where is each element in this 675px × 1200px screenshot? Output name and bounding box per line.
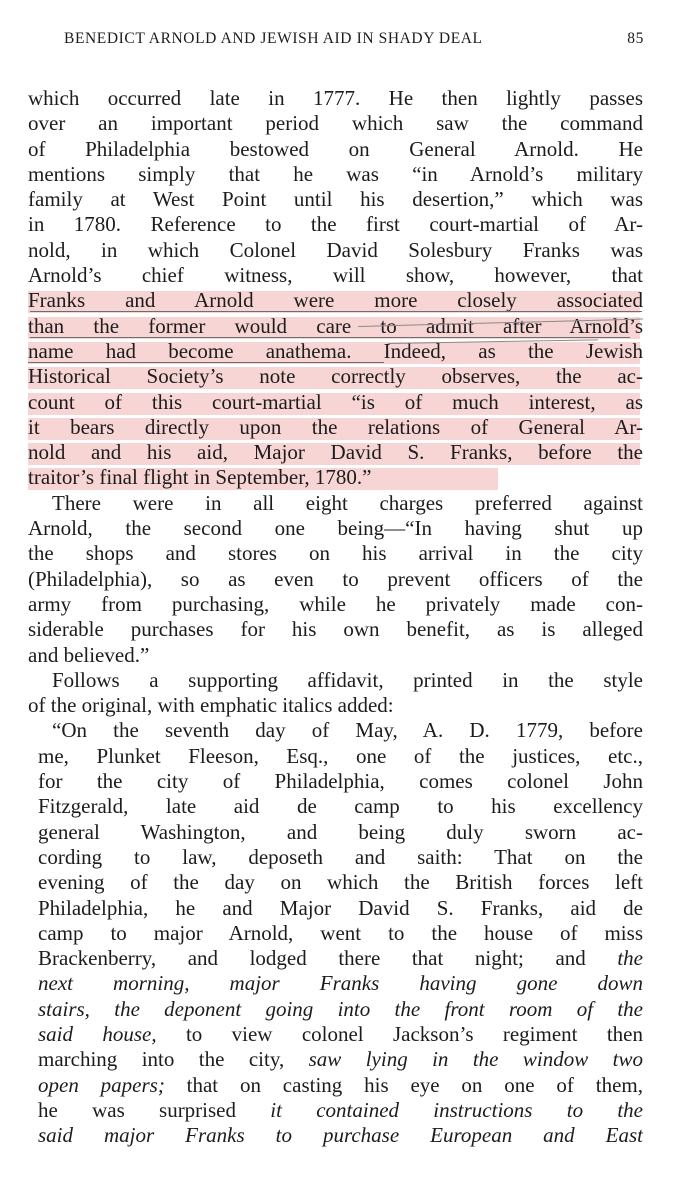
- text-line: [28, 617, 643, 642]
- running-head-title: BENEDICT ARNOLD AND JEWISH AID IN SHADY DEAL: [64, 30, 483, 47]
- line-text: which occurred late in 1777. He then lightly passes: [28, 86, 643, 110]
- line-text: the shops and stores on his arrival in the city: [28, 541, 643, 566]
- line-text: me, Plunket Fleeson, Esq., one of the justices, etc.,: [38, 743, 643, 768]
- text-line: [28, 693, 643, 718]
- text-line: [28, 794, 643, 819]
- text-line: [28, 1098, 643, 1123]
- line-text: army from purchasing, while he privately made con-: [28, 591, 643, 616]
- text-line: [28, 643, 643, 668]
- text-line: [28, 137, 643, 162]
- roman-text: marching into the city,: [38, 1047, 309, 1072]
- text-line: [28, 187, 643, 212]
- line-text: family at West Point until his desertion,” which was: [28, 187, 643, 212]
- line-text: general Washington, and being duly sworn ac-: [38, 819, 643, 844]
- line-text: cording to law, deposeth and saith: That on the: [38, 844, 643, 869]
- text-line: [28, 1022, 643, 1047]
- italic-text: stairs, the deponent going into the front room of the: [38, 996, 643, 1021]
- text-line: [28, 845, 643, 870]
- text-line: [28, 86, 643, 111]
- line-text: “On the seventh day of May, A. D. 1779, before: [52, 718, 643, 743]
- line-text: nold, in which Colonel David Solesbury Franks was: [28, 237, 643, 262]
- pen-underline: [30, 337, 630, 338]
- text-line: [28, 212, 643, 237]
- line-text: nold and his aid, Major David S. Franks, before the: [28, 440, 643, 465]
- text-line: [28, 744, 643, 769]
- line-text: (Philadelphia), so as even to prevent officers of the: [28, 566, 643, 591]
- pen-underline: [28, 362, 384, 363]
- line-text: of Philadelphia bestowed on General Arnold. He: [28, 136, 643, 161]
- text-line: [28, 718, 643, 743]
- line-text: evening of the day on which the British forces left: [38, 870, 643, 895]
- line-text: siderable purchases for his own benefit, as is alleged: [28, 617, 643, 642]
- italic-text: it contained instructions to the: [270, 1097, 643, 1122]
- text-line: [28, 238, 643, 263]
- line-text: for the city of Philadelphia, comes colonel John: [38, 769, 643, 794]
- highlighted-line: [28, 390, 643, 415]
- text-line: [28, 1047, 643, 1072]
- line-text: over an important period which saw the command: [28, 111, 643, 136]
- highlighted-line: [28, 339, 643, 364]
- text-line: [28, 668, 643, 693]
- text-line: [28, 820, 643, 845]
- roman-text: to view colonel Jackson’s regiment then: [156, 1021, 643, 1046]
- text-line: [28, 1123, 643, 1148]
- roman-text: that on casting his eye on one of them,: [164, 1072, 643, 1097]
- text-line: [28, 491, 643, 516]
- italic-text: said major Franks to purchase European and East: [38, 1123, 643, 1148]
- text-line: [28, 541, 643, 566]
- line-text: and believed.”: [28, 642, 150, 667]
- text-line: [28, 162, 643, 187]
- italic-text: next morning, major Franks having gone down: [38, 971, 643, 996]
- line-text: Arnold’s chief witness, will show, however, that: [28, 263, 643, 288]
- line-text: count of this court-martial “is of much interest, as: [28, 389, 643, 414]
- text-line: [28, 997, 643, 1022]
- line-text: than the former would care to admit after Arnold’s: [28, 313, 643, 338]
- running-head: [64, 30, 644, 52]
- text-line: [28, 946, 643, 971]
- italic-text: saw lying in the window two: [308, 1047, 643, 1072]
- highlighted-line: [28, 415, 643, 440]
- text-line: [28, 516, 643, 541]
- highlighted-line: [28, 288, 643, 313]
- text-line: [28, 1073, 643, 1098]
- text-line: [28, 896, 643, 921]
- line-text: Arnold, the second one being—“In having shut up: [28, 516, 643, 541]
- page-number: 85: [627, 30, 644, 47]
- highlighted-line: [28, 314, 643, 339]
- text-line: [28, 971, 643, 996]
- text-line: [28, 111, 643, 136]
- line-text: There were in all eight charges preferred against: [52, 490, 643, 515]
- highlighted-line: [28, 465, 643, 490]
- italic-text: open papers;: [38, 1072, 165, 1097]
- line-text: traitor’s final flight in September, 1780.”: [28, 465, 372, 490]
- line-text: Franks and Arnold were more closely associated: [28, 288, 643, 313]
- highlighted-line: [28, 364, 643, 389]
- italic-text: the: [617, 946, 643, 971]
- line-text: Follows a supporting affidavit, printed in the style: [52, 667, 643, 692]
- line-text: camp to major Arnold, went to the house of miss: [38, 920, 643, 945]
- line-text: of the original, with emphatic italics added:: [28, 693, 394, 718]
- line-text: name had become anathema. Indeed, as the Jewish: [28, 338, 643, 363]
- line-text: mentions simply that he was “in Arnold’s military: [28, 161, 643, 186]
- line-text: Philadelphia, he and Major David S. Franks, aid de: [38, 895, 643, 920]
- roman-text: Brackenberry, and lodged there that night; and: [38, 946, 618, 971]
- pen-underline: [30, 311, 642, 312]
- roman-text: he was surprised: [38, 1097, 271, 1122]
- line-text: it bears directly upon the relations of General Ar-: [28, 414, 643, 439]
- body-text: [28, 86, 643, 1148]
- italic-text: said house,: [38, 1021, 157, 1046]
- text-line: [28, 567, 643, 592]
- highlighted-line: [28, 440, 643, 465]
- text-line: [28, 263, 643, 288]
- text-line: [28, 769, 643, 794]
- text-line: [28, 592, 643, 617]
- line-text: Historical Society’s note correctly observes, the ac-: [28, 364, 643, 389]
- line-text: in 1780. Reference to the first court-martial of Ar-: [28, 212, 643, 237]
- line-text: Fitzgerald, late aid de camp to his excellency: [38, 794, 643, 819]
- text-line: [28, 921, 643, 946]
- text-line: [28, 870, 643, 895]
